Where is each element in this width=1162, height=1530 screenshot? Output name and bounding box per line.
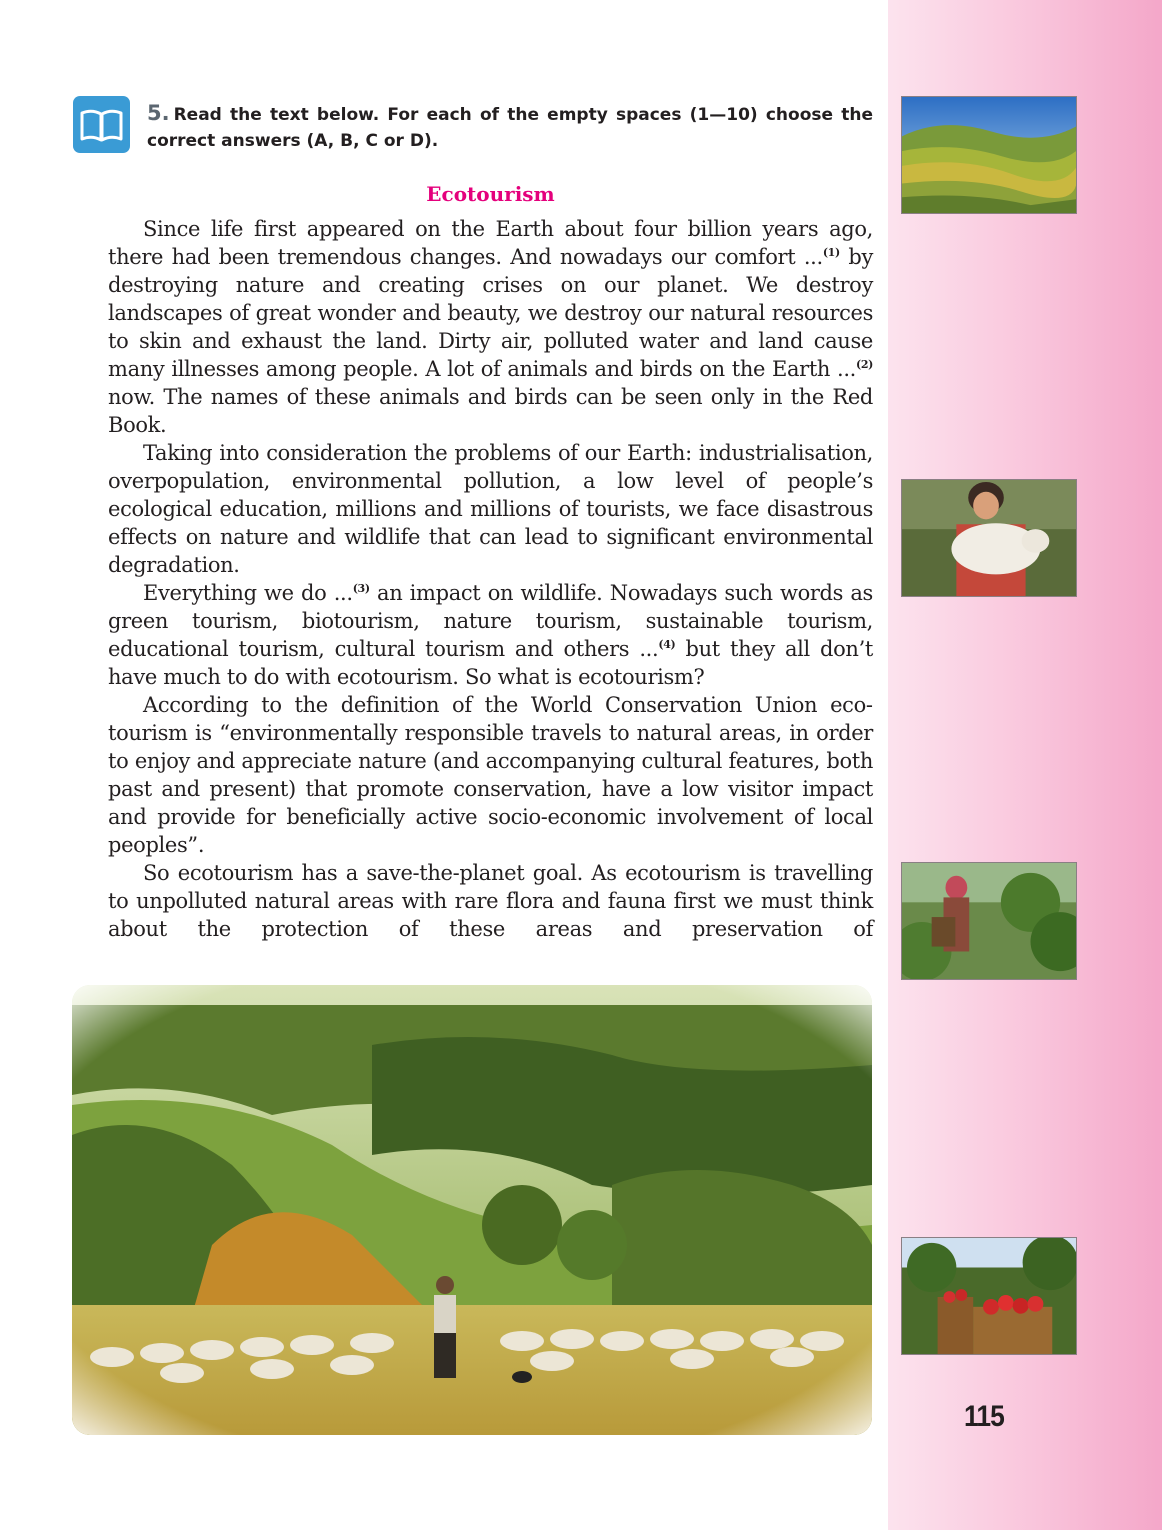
page-number: 115: [964, 1400, 1004, 1433]
paragraph: Since life first appeared on the Earth about four billion years ago, there had been tremendous changes. And nowadays our comfort ...$^{(1)}$ by destroying nature and creating crises on our planet. We destroy landscapes of great wonder and beauty, we destroy our natural resources to skin and exhaust the land. Dirty air, polluted water and land cause many illnesses among people. A lot of animals and birds on the Earth ...$^{(2)}$ now. The names of these animals and birds can be seen only in the Red Book.: [108, 217, 873, 437]
gap-marker: (1): [822, 246, 840, 259]
open-book-icon: [73, 96, 130, 153]
paragraph: Taking into consideration the problems of our Earth: industrialisation, overpopulation, environmental pollution, a low level of people’s ecological education, millions and millions of tourists, we face disastrous effects on nature and wildlife that can lead to significant environmental degradation.: [108, 441, 873, 577]
apple-baskets-photo: [901, 1237, 1077, 1355]
child-with-lamb-photo: [901, 479, 1077, 597]
gap-marker: (2): [855, 358, 873, 371]
gap-marker: (4): [658, 638, 676, 651]
task-text: Read the text below. For each of the empty spaces (1—10) choose the correct answers (A, B, C or D).: [147, 105, 873, 151]
paragraph: According to the definition of the World Conservation Union ecotourism is “environmentally responsible travels to natural areas, in order to enjoy and appreciate nature (and accompanying cultural features, both past and present) that promote conservation, have a low visitor impact and provide for beneficially active socio-economic involvement of local peoples”.: [108, 693, 873, 857]
shepherd-landscape-photo: [72, 985, 872, 1435]
paragraph: Everything we do ...$^{(3)}$ an impact on wildlife. Nowadays such words as green tourism, biotourism, nature tourism, sustainable tourism, educational tourism, cultural tourism and others ...$^{(4)}$ but they all don’t have much to do with ecotourism. So what is ecotourism?: [108, 581, 873, 689]
article-title: Ecotourism: [426, 182, 555, 206]
tea-picker-photo: [901, 862, 1077, 980]
article-body: [108, 215, 873, 943]
rice-terraces-photo: [901, 96, 1077, 214]
gap-marker: (3): [352, 582, 370, 595]
task-instruction: [147, 100, 873, 154]
paragraph: So ecotourism has a save-the-planet goal. As ecotourism is travelling to unpolluted natural areas with rare flora and fauna first we must think about the protection of these areas and preservation of: [108, 861, 873, 941]
task-number: 5.: [147, 101, 170, 125]
